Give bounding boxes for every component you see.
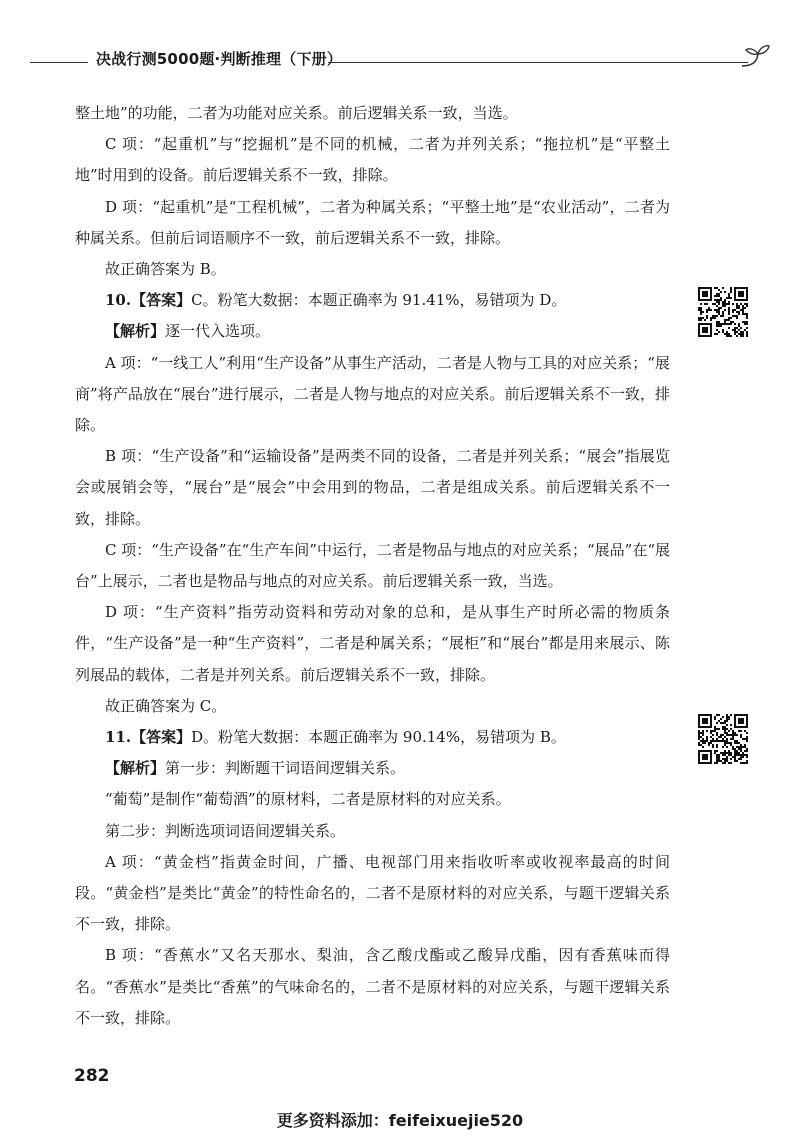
qr-code-icon[interactable] [698, 287, 748, 337]
paragraph: A 项：“黄金档”指黄金时间，广播、电视部门用来指收听率或收视率最高的时间段。“黄金档”是类比“黄金”的特性命名的，二者不是原材料的对应关系，与题干逻辑关系不一致，排除。 [75, 852, 670, 934]
answer-line-10 [75, 285, 670, 316]
paragraph: D 项：“起重机”是“工程机械”，二者为种属关系；“平整土地”是“农业活动”，二者为种属关系。但前后词语顺序不一致，前后逻辑关系不一致，排除。 [75, 197, 670, 247]
answer-tag: 11.【答案】 [105, 728, 192, 747]
header-rule-left [30, 62, 88, 63]
qr-code-graphic [698, 287, 748, 337]
analysis-text: 逐一代入选项。 [165, 322, 271, 341]
paragraph: 故正确答案为 B。 [105, 260, 226, 279]
answer-line-11 [75, 722, 670, 753]
running-header [30, 44, 760, 74]
qr-code-graphic [698, 714, 748, 764]
body-text [75, 98, 670, 1034]
answer-text: C。粉笔大数据：本题正确率为 91.41%，易错项为 D。 [191, 291, 567, 310]
paragraph: C 项：“生产设备”在“生产车间”中运行，二者是物品与地点的对应关系；“展品”在“展台”上展示，二者也是物品与地点的对应关系。前后逻辑关系一致，当选。 [75, 540, 670, 591]
sprout-icon [738, 44, 772, 72]
paragraph: B 项：“香蕉水”又名天那水、梨油，含乙酸戊酯或乙酸异戊酯，因有香蕉味而得名。“香蕉水”是类比“香蕉”的气味命名的，二者不是原材料的对应关系，与题干逻辑关系不一致，排除。 [75, 946, 670, 1027]
paragraph: A 项：“一线工人”利用“生产设备”从事生产活动，二者是人物与工具的对应关系；“展商”将产品放在“展台”进行展示，二者是人物与地点的对应关系。前后逻辑关系不一致，排除。 [75, 353, 670, 435]
paragraph: C 项：“起重机”与“挖掘机”是不同的机械，二者为并列关系；“拖拉机”是“平整土地”时用到的设备。前后逻辑关系不一致，排除。 [75, 135, 670, 185]
qr-code-icon[interactable] [698, 714, 748, 764]
paragraph: 故正确答案为 C。 [105, 696, 227, 715]
footer-note: 更多资料添加：feifeixuejie520 [276, 1111, 524, 1130]
analysis-text: 第一步：判断题干词语间逻辑关系。 [165, 759, 406, 778]
paragraph: 整土地”的功能，二者为功能对应关系。前后逻辑关系一致，当选。 [75, 104, 518, 122]
analysis-tag: 【解析】 [105, 322, 166, 341]
header-rule-right [328, 62, 748, 63]
answer-text: D。粉笔大数据：本题正确率为 90.14%，易错项为 B。 [191, 728, 566, 747]
paragraph: “葡萄”是制作“葡萄酒”的原材料，二者是原材料的对应关系。 [105, 790, 511, 809]
analysis-tag: 【解析】 [105, 759, 166, 778]
paragraph: B 项：“生产设备”和“运输设备”是两类不同的设备，二者是并列关系；“展会”指展览会或展销会等，“展台”是“展会”中会用到的物品，二者是组成关系。前后逻辑关系不一致，排除。 [75, 447, 670, 528]
paragraph: 第二步：判断选项词语间逻辑关系。 [105, 821, 346, 840]
paragraph: D 项：“生产资料”指劳动资料和劳动对象的总和，是从事生产时所必需的物质条件，“生产设备”是一种“生产资料”，二者是种属关系；“展柜”和“展台”都是用来展示、陈列展品的载体，二者是并列关系。前后逻辑关系不一致，排除。 [75, 603, 670, 684]
page-number: 282 [74, 1066, 110, 1086]
answer-tag: 10.【答案】 [105, 291, 192, 310]
header-title: 决战行测5000题·判断推理（下册） [96, 50, 343, 68]
analysis-line-11 [75, 753, 670, 784]
analysis-line-10 [75, 316, 670, 347]
